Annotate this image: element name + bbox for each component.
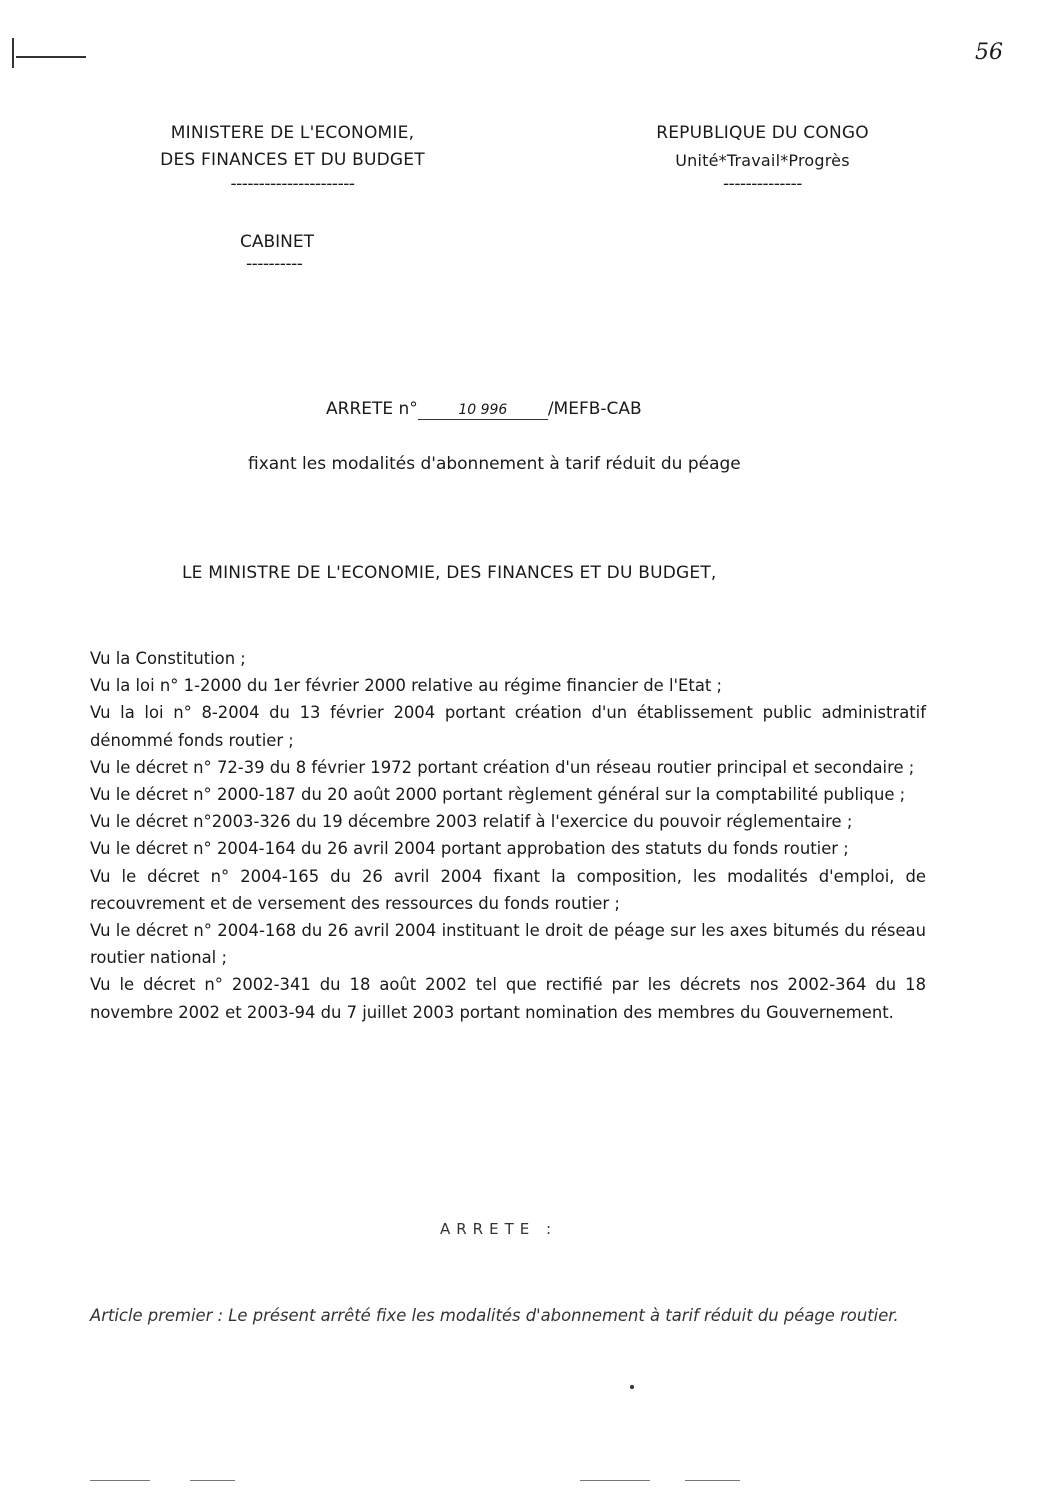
cabinet-label: CABINET [240,232,315,252]
visa-item: Vu la loi n° 8-2004 du 13 février 2004 portant création d'un établissement public administratif dénommé fonds routier ; [90,703,926,750]
visa-item: Vu le décret n° 2000-187 du 20 août 2000 portant règlement général sur la comptabilité publique ; [90,785,906,805]
visa-item: Vu le décret n° 2002-341 du 18 août 2002 tel que rectifié par les décrets nos 2002-364 du 18 novembre 2002 et 2003-94 du 7 juillet 2003 portant nomination des membres du Gouvernement. [90,975,926,1022]
arrete-prefix: ARRETE n° [326,399,418,419]
cabinet-block [240,232,314,274]
ministry-name-line1: MINISTERE DE L'ECONOMIE, [170,123,415,143]
visa-item: Vu le décret n° 2004-165 du 26 avril 2004 fixant la composition, les modalités d'emploi, de recouvrement et de versement des ressources du fonds routier ; [90,866,926,913]
republic-header [620,120,905,194]
arrete-title [326,399,642,420]
minister-line: LE MINISTRE DE L'ECONOMIE, DES FINANCES ET DU BUDGET, [182,563,717,583]
arrete-suffix: /MEFB-CAB [547,399,642,419]
arrete-number: 10 996 [418,401,548,420]
scan-mark [90,1480,150,1481]
scan-mark [190,1480,235,1481]
scan-mark [685,1480,740,1481]
scan-mark [580,1480,650,1481]
republic-name: REPUBLIQUE DU CONGO [656,123,869,143]
scan-mark [630,1385,634,1389]
republic-motto: Unité*Travail*Progrès [675,151,850,170]
visa-item: Vu la Constitution ; [90,649,246,668]
arrete-section-label: ARRETE : [440,1220,558,1238]
article-premier: Article premier : Le présent arrêté fixe les modalités d'abonnement à tarif réduit du péage routier. [90,1306,899,1325]
visa-item: Vu le décret n° 2004-164 du 26 avril 2004 portant approbation des statuts du fonds routier ; [90,839,849,859]
visas-list [90,645,926,1026]
visa-item: Vu le décret n° 72-39 du 8 février 1972 portant création d'un réseau routier principal et secondaire ; [90,757,915,777]
ministry-header [125,120,460,194]
republic-divider: -------------- [723,174,802,194]
visa-item: Vu la loi n° 1-2000 du 1er février 2000 relative au régime financier de l'Etat ; [90,676,723,696]
ministry-name-line2: DES FINANCES ET DU BUDGET [160,150,425,170]
scan-mark [16,56,86,58]
arrete-subtitle: fixant les modalités d'abonnement à tarif réduit du péage [248,454,741,474]
page-number: 56 [975,40,1003,65]
visa-item: Vu le décret n°2003-326 du 19 décembre 2003 relatif à l'exercice du pouvoir réglementaire ; [90,812,853,832]
visa-item: Vu le décret n° 2004-168 du 26 avril 2004 instituant le droit de péage sur les axes bitumés du réseau routier national ; [90,921,926,968]
ministry-divider: ---------------------- [230,174,355,194]
scan-mark [12,38,14,68]
cabinet-divider: ---------- [246,254,303,274]
